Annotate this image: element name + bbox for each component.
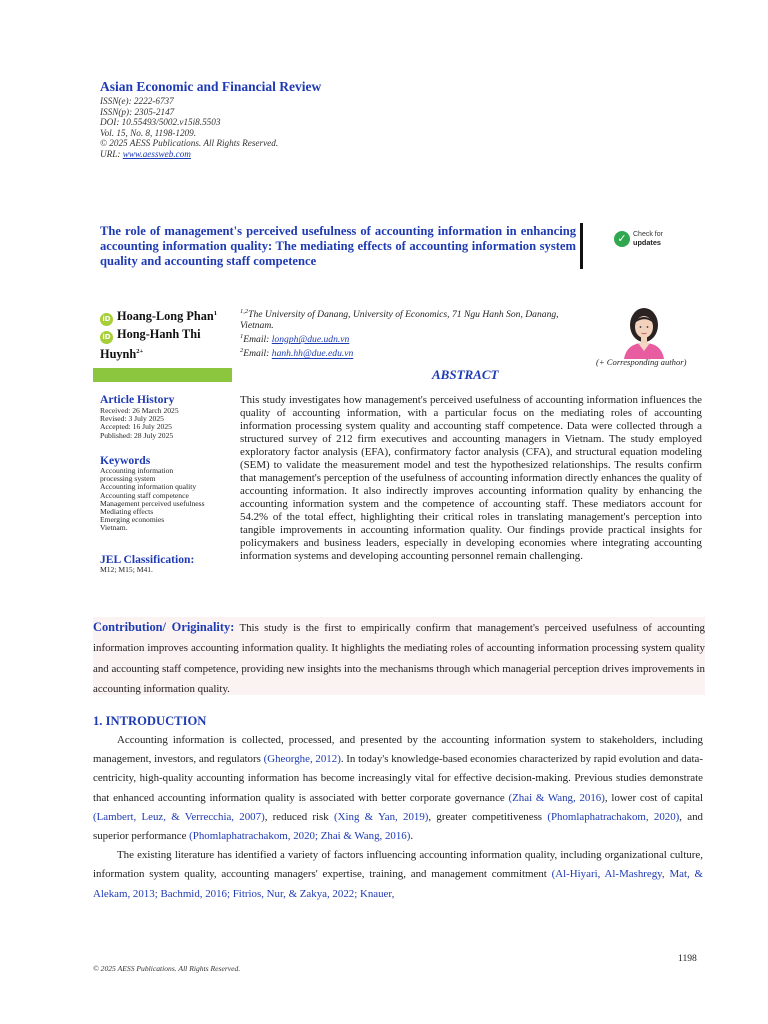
corresponding-author-photo xyxy=(618,303,670,359)
keyword-item: Mediating effects xyxy=(100,507,154,517)
header-copyright: © 2025 AESS Publications. All Rights Reserved. xyxy=(100,138,279,149)
intro-text: , reduced risk xyxy=(264,810,334,823)
email-2-label: Email: xyxy=(243,348,272,360)
doi: DOI: 10.55493/5002.v15i8.5503 xyxy=(100,117,221,128)
contribution-heading: Contribution/ Originality: xyxy=(93,620,235,634)
email-1-sup: 1 xyxy=(240,333,244,341)
keyword-item: Vietnam. xyxy=(100,523,128,533)
citation-link[interactable]: (Zhai & Wang, 2016) xyxy=(508,791,605,804)
intro-text: Accounting information is collected, processed, and presented by the accounting information system to stakeholders, including management, investors, and regulators xyxy=(93,734,703,766)
author-2 xyxy=(100,326,240,362)
intro-paragraph-2 xyxy=(93,846,703,904)
authors xyxy=(100,306,240,362)
intro-text: . xyxy=(410,830,414,843)
affiliation-text: The University of Danang, University of Economics, 71 Ngu Hanh Son, Danang, Vietnam. xyxy=(240,309,559,332)
url-label: URL: xyxy=(100,148,123,159)
abstract-heading: ABSTRACT xyxy=(432,367,499,382)
journal-name: Asian Economic and Financial Review xyxy=(100,79,322,94)
email-2-line xyxy=(240,345,580,359)
article-title: The role of management's perceived usefulness of accounting information in enhancing accounting information quality: The mediating effects of accounting information system quality and accounting staff competence xyxy=(100,224,576,268)
updates-label: updates xyxy=(633,237,661,247)
orcid-icon[interactable]: iD xyxy=(100,313,113,326)
keyword-item: Emerging economies xyxy=(100,515,165,525)
issn-electronic: ISSN(e): 2222-6737 xyxy=(100,96,174,106)
revised-date: Revised: 3 July 2025 xyxy=(100,414,164,424)
affiliation-sup: 1,2 xyxy=(240,308,249,315)
issn-print: ISSN(p): 2305-2147 xyxy=(100,106,175,117)
title-divider xyxy=(580,223,583,269)
volume-info: Vol. 15, No. 8, 1198-1209. xyxy=(100,127,197,138)
article-history-list xyxy=(100,407,179,440)
keyword-item: Accounting information xyxy=(100,466,174,475)
email-2-link[interactable]: hanh.hh@due.edu.vn xyxy=(271,348,354,360)
author-1-name: Hoang-Long Phan xyxy=(117,309,214,324)
author-2-name: Hong-Hanh Thi Huynh xyxy=(100,327,201,362)
introduction-body xyxy=(93,731,703,904)
accepted-date: Accepted: 16 July 2025 xyxy=(100,422,172,432)
page-number: 1198 xyxy=(678,953,697,964)
intro-paragraph-1 xyxy=(93,731,703,846)
check-for-updates-button[interactable] xyxy=(614,230,674,250)
jel-heading: JEL Classification: xyxy=(100,553,195,566)
jel-codes: M12; M15; M41. xyxy=(100,565,153,574)
citation-link[interactable]: (Xing & Yan, 2019) xyxy=(334,810,429,823)
article-history-heading: Article History xyxy=(100,393,175,406)
journal-meta xyxy=(100,96,278,160)
abstract-text: This study investigates how management's perceived usefulness of accounting information influences the quality of accounting information, with a particular focus on the mediating roles of accounting information processing system quality and accounting staff competence. Data were collected through a structured survey of 212 firm executives and accounting managers in Vietnam. The study employed exploratory factor analysis (EFA), confirmatory factor analysis (CFA), and structural equation modeling (SEM) to validate the measurement model and test the hypothesized relationships. The results confirm that management's perception of the usefulness of accounting information directly enhances the quality of accounting information. It also indirectly improves accounting information quality by enhancing the accounting information system and the competence of accounting staff. These mediators account for 54.2% of the total effect, highlighting their critical roles in translating management's perception into tangible improvements in accounting information quality. Our findings provide practical insights for policymakers and business leaders, especially in developing economies where integrating accounting information systems and developing accounting personnel remain challenging. xyxy=(240,394,702,562)
corresponding-author-note: (+ Corresponding author) xyxy=(596,357,687,367)
received-date: Received: 26 March 2025 xyxy=(100,406,179,415)
intro-text: , greater competitiveness xyxy=(428,810,548,823)
keywords-heading: Keywords xyxy=(100,454,151,467)
check-for-label: Check for xyxy=(633,231,663,238)
citation-link[interactable]: (Phomlaphatrachakom, 2020; Zhai & Wang, 2016) xyxy=(189,830,411,843)
orcid-icon[interactable]: iD xyxy=(100,331,113,344)
intro-text: The existing literature has identified a variety of factors influencing accounting information quality, including organizational culture, information system quality, accounting managers' expertise, training, and management commitment xyxy=(93,849,703,881)
email-2-sup: 2 xyxy=(240,347,244,355)
sidebar-accent-bar xyxy=(93,368,232,382)
contribution-text: This study is the first to empirically confirm that management's perceived usefulness of accounting information improves accounting information quality. It highlights the mediating roles of accounting information processing system quality and accounting staff competence, providing new insights into the mechanisms through which managerial perception drives improvements in accounting information quality. xyxy=(93,622,706,695)
footer-copyright: © 2025 AESS Publications. All Rights Reserved. xyxy=(93,964,241,973)
journal-url-link[interactable]: www.aessweb.com xyxy=(122,148,191,159)
check-icon: ✓ xyxy=(614,231,630,247)
keyword-item: processing system xyxy=(100,474,156,484)
citation-link[interactable]: (Gheorghe, 2012) xyxy=(263,753,341,766)
keywords-list xyxy=(100,467,205,533)
affiliation-line xyxy=(240,306,580,331)
author-1-sup: 1 xyxy=(213,310,217,317)
contribution-paragraph xyxy=(93,617,705,699)
intro-text: . In today's knowledge-based economies characterized by rapid evolution and data-centricity, high-quality accounting information has become increasingly vital for effective decision-making. Previous studies demonstrate that enhanced accounting information quality is associated with better corporate governance xyxy=(93,753,703,804)
affiliations xyxy=(240,306,580,360)
journal-url-line xyxy=(100,149,278,160)
intro-text: , lower cost of capital xyxy=(604,791,703,804)
email-1-line xyxy=(240,331,580,345)
citation-link[interactable]: (Phomlaphatrachakom, 2020) xyxy=(547,810,680,823)
citation-link[interactable]: (Al-Hiyari, Al-Mashregy, Mat, & Alekam, 2013; Bachmid, 2016; Fitrios, Nur, & Zakya, 2022; Knauer, xyxy=(93,868,704,900)
introduction-heading: 1. INTRODUCTION xyxy=(93,714,207,728)
published-date: Published: 28 July 2025 xyxy=(100,430,174,440)
keyword-item: Management perceived usefulness xyxy=(100,498,205,508)
author-1 xyxy=(100,306,240,326)
email-1-label: Email: xyxy=(243,334,272,346)
citation-link[interactable]: (Lambert, Leuz, & Verrecchia, 2007) xyxy=(93,810,265,823)
keyword-item: Accounting staff competence xyxy=(100,490,189,500)
author-2-sup: 2+ xyxy=(136,348,144,356)
contribution-box xyxy=(93,617,705,695)
intro-text: , and superior performance xyxy=(93,810,703,843)
email-1-link[interactable]: longph@due.udn.vn xyxy=(271,334,350,346)
keyword-item: Accounting information quality xyxy=(100,482,197,492)
